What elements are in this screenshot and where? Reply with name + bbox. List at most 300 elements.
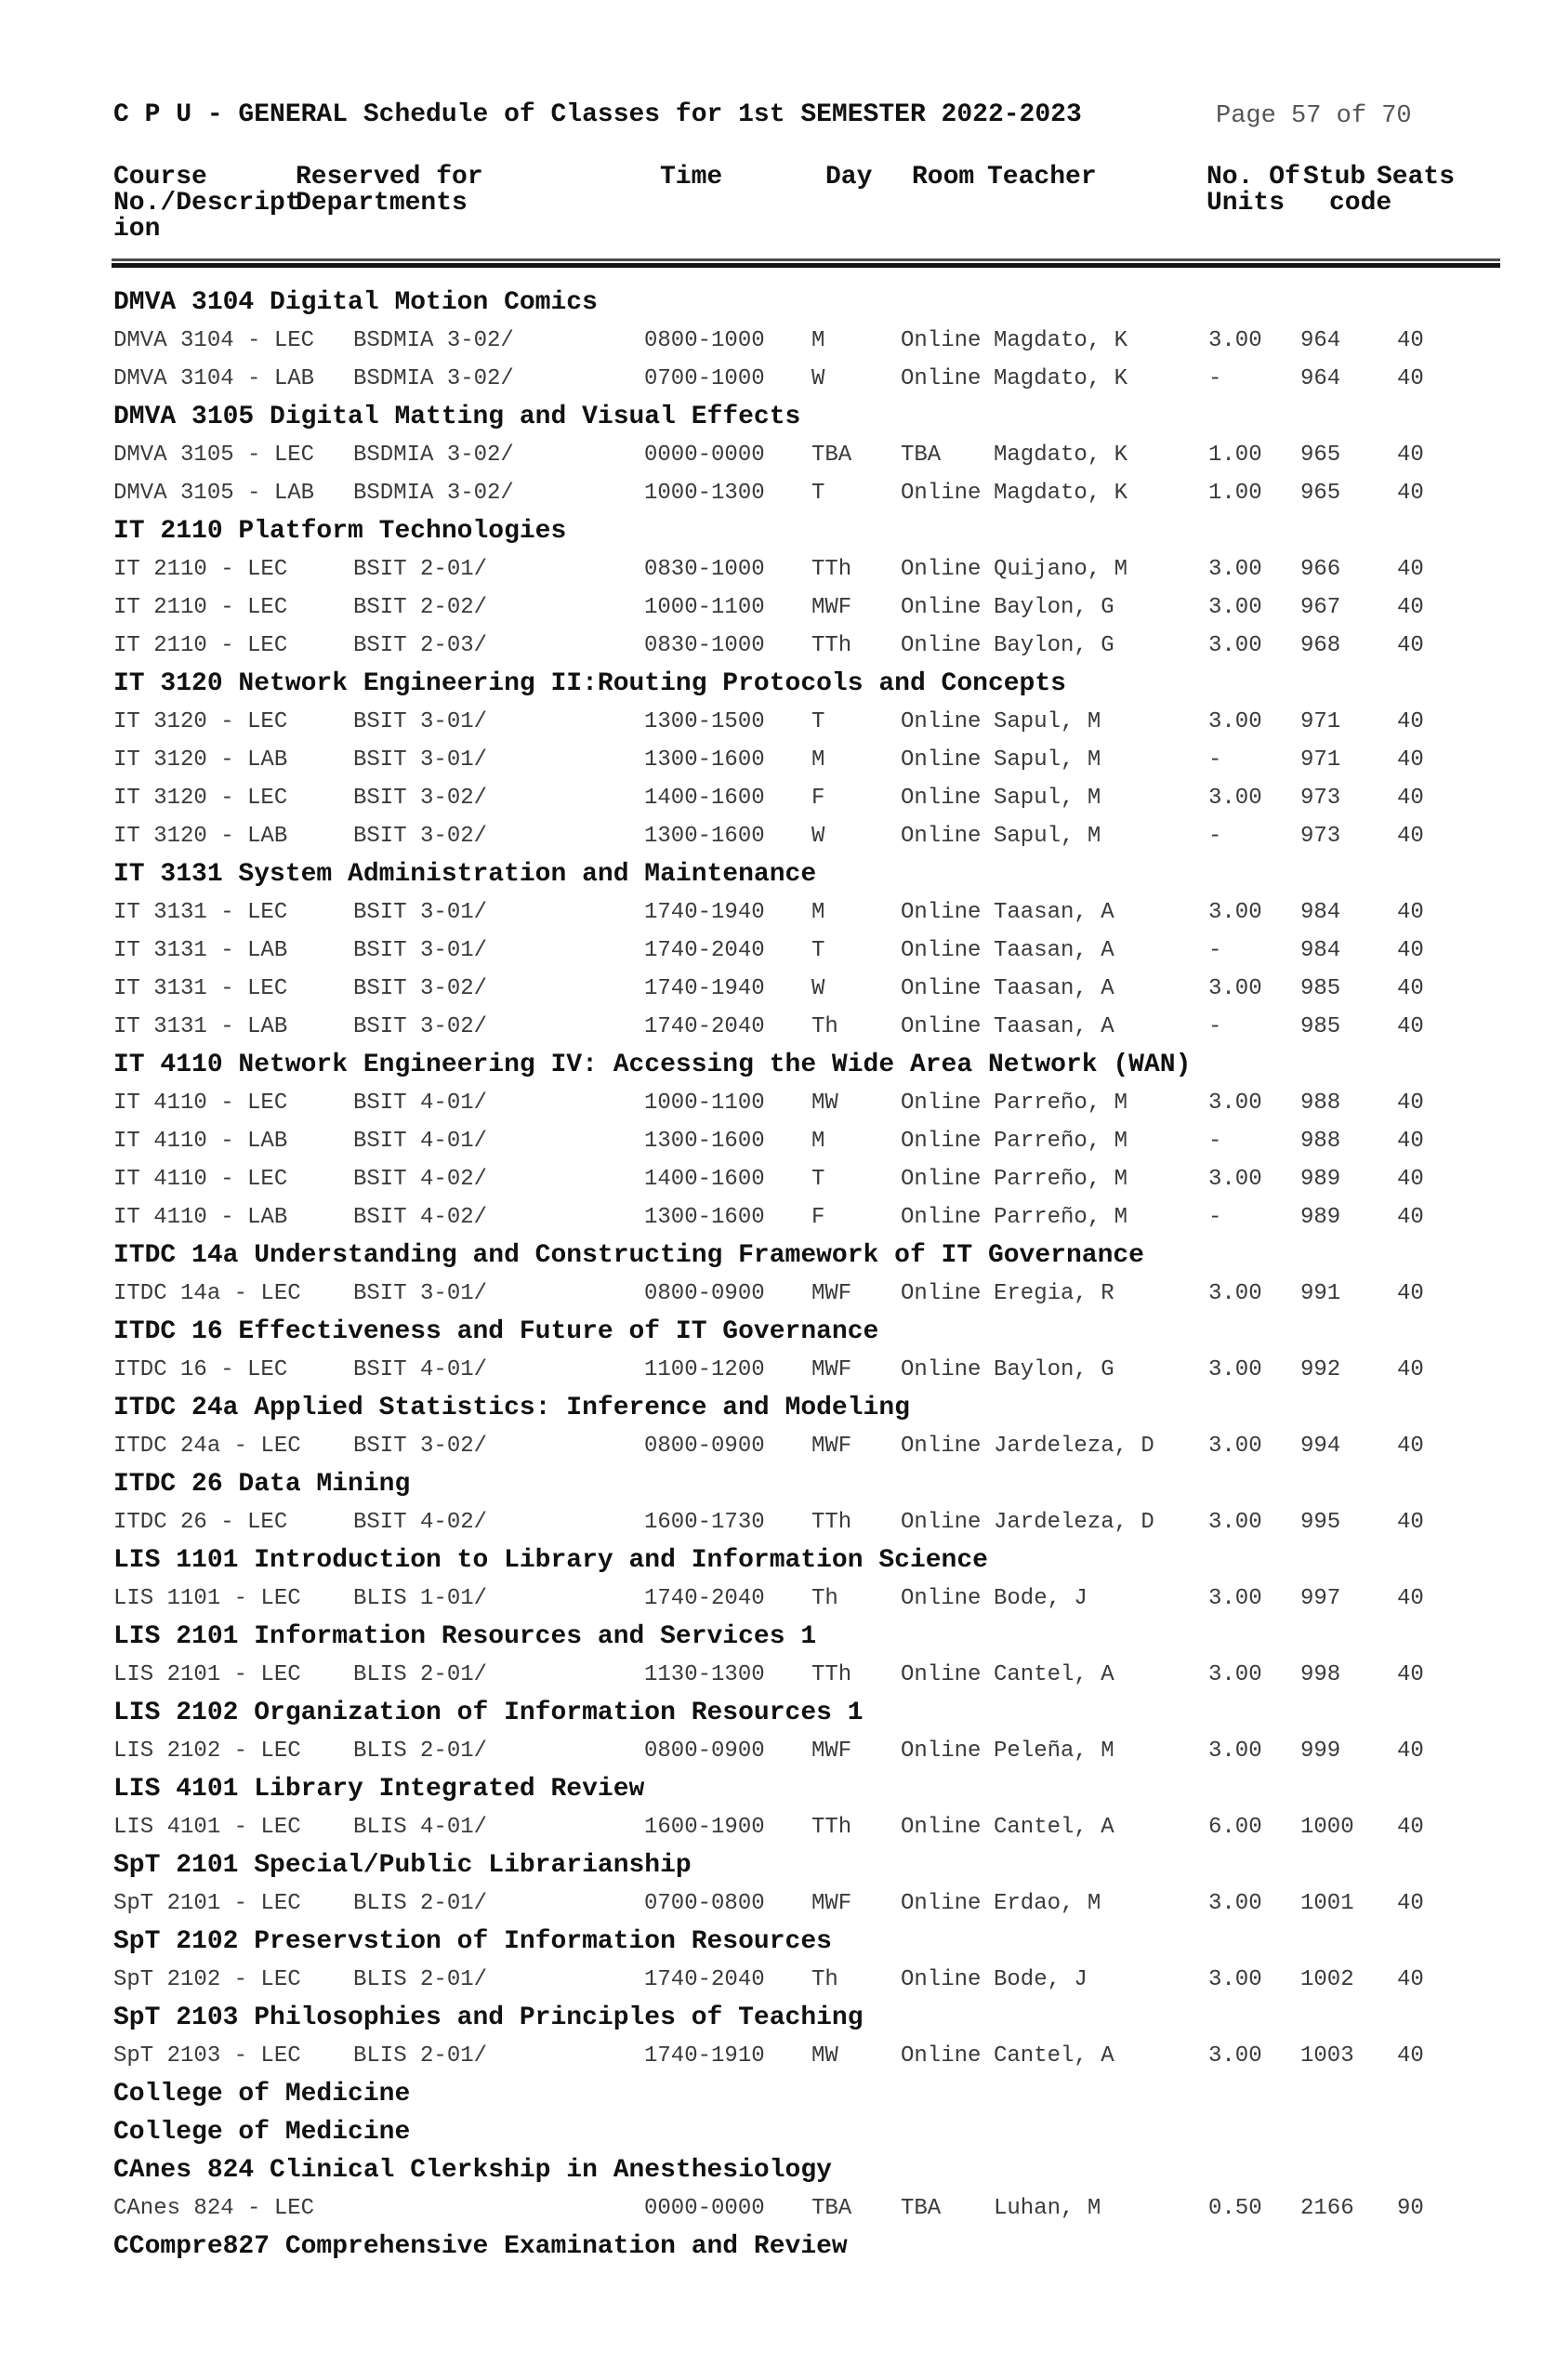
cell-course-no: CAnes 824 - LEC <box>113 2196 315 2221</box>
cell-day: MW <box>811 1091 838 1116</box>
cell-reserved-for: BSIT 4-01/ <box>353 1091 488 1116</box>
course-section-title <box>0 665 1556 703</box>
header-rule <box>112 258 1500 268</box>
cell-room: Online <box>901 557 982 582</box>
cell-stub-code: 988 <box>1300 1091 1341 1116</box>
cell-reserved-for: BSDMIA 3-02/ <box>353 443 514 468</box>
cell-time: 0000-0000 <box>644 2196 765 2221</box>
cell-time: 1740-1940 <box>644 976 765 1001</box>
cell-reserved-for: BLIS 2-01/ <box>353 1739 488 1764</box>
course-section-title <box>0 1046 1556 1084</box>
col-header-course-line1: Course <box>113 163 207 192</box>
cell-teacher: Eregia, R <box>994 1281 1114 1306</box>
course-section-title <box>0 1313 1556 1351</box>
cell-time: 0000-0000 <box>644 443 765 468</box>
cell-day: TTh <box>811 1662 852 1687</box>
cell-course-no: LIS 1101 - LEC <box>113 1586 301 1611</box>
course-section-title <box>0 1618 1556 1656</box>
cell-room: Online <box>901 1357 982 1382</box>
cell-day: T <box>811 709 825 734</box>
section-title-text: College of Medicine <box>113 2080 411 2109</box>
schedule-row <box>0 1961 1556 1999</box>
cell-units: 3.00 <box>1208 328 1262 353</box>
cell-units: 3.00 <box>1208 1967 1262 1992</box>
cell-room: Online <box>901 900 982 925</box>
cell-time: 1740-2040 <box>644 938 765 963</box>
cell-reserved-for: BSIT 3-01/ <box>353 938 488 963</box>
course-section-title <box>0 1999 1556 2037</box>
cell-room: Online <box>901 1129 982 1154</box>
schedule-row <box>0 1503 1556 1541</box>
cell-seats: 40 <box>1397 900 1424 925</box>
cell-units: 3.00 <box>1208 1739 1262 1764</box>
cell-reserved-for: BSIT 3-02/ <box>353 976 488 1001</box>
cell-day: MWF <box>811 1891 852 1916</box>
cell-teacher: Sapul, M <box>994 747 1101 773</box>
schedule-row <box>0 550 1556 588</box>
cell-course-no: IT 3120 - LAB <box>113 824 288 849</box>
cell-room: TBA <box>901 2196 942 2221</box>
cell-room: Online <box>901 2043 982 2069</box>
schedule-row <box>0 970 1556 1008</box>
cell-room: Online <box>901 1167 982 1192</box>
cell-day: F <box>811 786 825 811</box>
cell-time: 0800-0900 <box>644 1281 765 1306</box>
section-title-text: CCompre827 Comprehensive Examination and Review <box>113 2232 848 2261</box>
cell-seats: 40 <box>1397 747 1424 773</box>
cell-reserved-for: BLIS 1-01/ <box>353 1586 488 1611</box>
col-header-units-line1: No. Of <box>1207 163 1300 192</box>
cell-reserved-for: BSIT 3-02/ <box>353 1434 488 1459</box>
cell-units: 3.00 <box>1208 900 1262 925</box>
course-section-title <box>0 1236 1556 1275</box>
cell-time: 1400-1600 <box>644 1167 765 1192</box>
schedule-row <box>0 1808 1556 1846</box>
cell-room: Online <box>901 366 982 391</box>
cell-units: 3.00 <box>1208 976 1262 1001</box>
cell-reserved-for: BSIT 3-02/ <box>353 786 488 811</box>
course-section-title <box>0 512 1556 550</box>
cell-seats: 40 <box>1397 938 1424 963</box>
cell-seats: 40 <box>1397 1129 1424 1154</box>
col-header-stub-line2: code <box>1329 189 1392 218</box>
cell-teacher: Sapul, M <box>994 709 1101 734</box>
schedule-row <box>0 1275 1556 1313</box>
cell-stub-code: 1001 <box>1300 1891 1354 1916</box>
cell-day: Th <box>811 1014 838 1039</box>
cell-day: M <box>811 1129 825 1154</box>
cell-stub-code: 1003 <box>1300 2043 1354 2069</box>
cell-stub-code: 964 <box>1300 328 1341 353</box>
cell-units: 3.00 <box>1208 1091 1262 1116</box>
schedule-row <box>0 1427 1556 1465</box>
cell-teacher: Cantel, A <box>994 2043 1114 2069</box>
cell-course-no: IT 3131 - LAB <box>113 938 288 963</box>
cell-units: 3.00 <box>1208 557 1262 582</box>
section-title-text: DMVA 3105 Digital Matting and Visual Effects <box>113 403 801 431</box>
schedule-row <box>0 1008 1556 1046</box>
cell-seats: 40 <box>1397 481 1424 506</box>
cell-room: TBA <box>901 443 942 468</box>
cell-units: 3.00 <box>1208 1357 1262 1382</box>
cell-time: 0700-1000 <box>644 366 765 391</box>
schedule-row <box>0 1884 1556 1923</box>
section-title-text: LIS 1101 Introduction to Library and Information Science <box>113 1546 988 1575</box>
cell-stub-code: 994 <box>1300 1434 1341 1459</box>
cell-day: TBA <box>811 2196 852 2221</box>
cell-stub-code: 964 <box>1300 366 1341 391</box>
cell-units: 3.00 <box>1208 1662 1262 1687</box>
cell-units: 3.00 <box>1208 1281 1262 1306</box>
course-section-title <box>0 398 1556 436</box>
cell-stub-code: 988 <box>1300 1129 1341 1154</box>
cell-room: Online <box>901 1967 982 1992</box>
cell-units: - <box>1208 1014 1222 1039</box>
cell-room: Online <box>901 1091 982 1116</box>
cell-day: MWF <box>811 595 852 620</box>
cell-time: 0700-0800 <box>644 1891 765 1916</box>
cell-reserved-for: BSIT 4-02/ <box>353 1167 488 1192</box>
course-section-title <box>0 1465 1556 1503</box>
cell-time: 1740-2040 <box>644 1014 765 1039</box>
cell-course-no: IT 3120 - LEC <box>113 786 288 811</box>
cell-reserved-for: BSIT 4-02/ <box>353 1205 488 1230</box>
cell-stub-code: 991 <box>1300 1281 1341 1306</box>
cell-seats: 40 <box>1397 824 1424 849</box>
cell-course-no: IT 3131 - LAB <box>113 1014 288 1039</box>
cell-day: TBA <box>811 443 852 468</box>
cell-teacher: Quijano, M <box>994 557 1128 582</box>
cell-teacher: Baylon, G <box>994 595 1114 620</box>
cell-stub-code: 971 <box>1300 709 1341 734</box>
cell-time: 1740-2040 <box>644 1967 765 1992</box>
cell-seats: 40 <box>1397 1205 1424 1230</box>
cell-room: Online <box>901 1891 982 1916</box>
col-header-stub-line1: Stub <box>1303 163 1366 192</box>
schedule-row <box>0 2037 1556 2075</box>
cell-course-no: LIS 4101 - LEC <box>113 1815 301 1840</box>
cell-seats: 40 <box>1397 328 1424 353</box>
cell-units: 3.00 <box>1208 1167 1262 1192</box>
cell-reserved-for: BSIT 4-02/ <box>353 1510 488 1535</box>
cell-day: T <box>811 481 825 506</box>
cell-room: Online <box>901 595 982 620</box>
cell-day: W <box>811 824 825 849</box>
cell-teacher: Magdato, K <box>994 366 1128 391</box>
cell-reserved-for: BSIT 3-01/ <box>353 1281 488 1306</box>
cell-day: F <box>811 1205 825 1230</box>
cell-course-no: SpT 2102 - LEC <box>113 1967 301 1992</box>
page-indicator: Page 57 of 70 <box>1216 102 1412 130</box>
section-title-text: LIS 4101 Library Integrated Review <box>113 1775 645 1804</box>
cell-seats: 40 <box>1397 1014 1424 1039</box>
cell-room: Online <box>901 824 982 849</box>
cell-room: Online <box>901 1586 982 1611</box>
cell-course-no: IT 2110 - LEC <box>113 557 288 582</box>
schedule-row <box>0 2189 1556 2228</box>
cell-reserved-for: BSIT 3-02/ <box>353 1014 488 1039</box>
cell-units: - <box>1208 1129 1222 1154</box>
cell-time: 1000-1100 <box>644 1091 765 1116</box>
cell-day: MW <box>811 2043 838 2069</box>
cell-units: 3.00 <box>1208 1891 1262 1916</box>
cell-units: - <box>1208 938 1222 963</box>
cell-room: Online <box>901 1510 982 1535</box>
cell-teacher: Jardeleza, D <box>994 1434 1154 1459</box>
cell-seats: 40 <box>1397 1739 1424 1764</box>
section-title-text: DMVA 3104 Digital Motion Comics <box>113 288 598 317</box>
cell-units: - <box>1208 1205 1222 1230</box>
course-section-title <box>0 2151 1556 2189</box>
cell-room: Online <box>901 786 982 811</box>
course-section-title <box>0 1389 1556 1427</box>
cell-day: T <box>811 1167 825 1192</box>
cell-course-no: SpT 2101 - LEC <box>113 1891 301 1916</box>
cell-teacher: Peleña, M <box>994 1739 1114 1764</box>
cell-units: 3.00 <box>1208 1434 1262 1459</box>
cell-course-no: IT 2110 - LEC <box>113 595 288 620</box>
cell-teacher: Sapul, M <box>994 824 1101 849</box>
col-header-course-line2: No./Descript <box>113 189 301 218</box>
cell-course-no: LIS 2101 - LEC <box>113 1662 301 1687</box>
cell-units: - <box>1208 824 1222 849</box>
cell-stub-code: 971 <box>1300 747 1341 773</box>
cell-time: 0830-1000 <box>644 557 765 582</box>
cell-room: Online <box>901 976 982 1001</box>
cell-room: Online <box>901 1815 982 1840</box>
schedule-row <box>0 1656 1556 1694</box>
cell-stub-code: 995 <box>1300 1510 1341 1535</box>
cell-teacher: Luhan, M <box>994 2196 1101 2221</box>
cell-teacher: Magdato, K <box>994 481 1128 506</box>
cell-time: 1300-1600 <box>644 1205 765 1230</box>
section-title-text: IT 2110 Platform Technologies <box>113 517 567 546</box>
course-section-title <box>0 1694 1556 1732</box>
cell-time: 1600-1730 <box>644 1510 765 1535</box>
cell-time: 0800-0900 <box>644 1739 765 1764</box>
course-section-title <box>0 2075 1556 2113</box>
cell-room: Online <box>901 633 982 658</box>
cell-units: 3.00 <box>1208 2043 1262 2069</box>
cell-reserved-for: BLIS 2-01/ <box>353 2043 488 2069</box>
cell-teacher: Cantel, A <box>994 1662 1114 1687</box>
cell-teacher: Taasan, A <box>994 1014 1114 1039</box>
cell-room: Online <box>901 1014 982 1039</box>
col-header-seats: Seats <box>1377 163 1456 192</box>
section-title-text: SpT 2101 Special/Public Librarianship <box>113 1851 692 1880</box>
cell-teacher: Taasan, A <box>994 938 1114 963</box>
section-title-text: LIS 2102 Organization of Information Resources 1 <box>113 1699 864 1727</box>
cell-seats: 40 <box>1397 1510 1424 1535</box>
cell-stub-code: 989 <box>1300 1205 1341 1230</box>
cell-stub-code: 984 <box>1300 938 1341 963</box>
cell-reserved-for: BSIT 2-03/ <box>353 633 488 658</box>
cell-stub-code: 973 <box>1300 786 1341 811</box>
cell-teacher: Erdao, M <box>994 1891 1101 1916</box>
cell-teacher: Baylon, G <box>994 1357 1114 1382</box>
cell-day: W <box>811 366 825 391</box>
cell-day: W <box>811 976 825 1001</box>
schedule-row <box>0 1084 1556 1122</box>
cell-time: 1300-1600 <box>644 747 765 773</box>
schedule-row <box>0 779 1556 817</box>
cell-stub-code: 999 <box>1300 1739 1341 1764</box>
col-header-room: Room <box>912 163 975 192</box>
cell-day: TTh <box>811 1510 852 1535</box>
cell-course-no: ITDC 16 - LEC <box>113 1357 288 1382</box>
cell-time: 1000-1100 <box>644 595 765 620</box>
cell-teacher: Jardeleza, D <box>994 1510 1154 1535</box>
col-header-day: Day <box>825 163 873 192</box>
cell-time: 0830-1000 <box>644 633 765 658</box>
cell-room: Online <box>901 1739 982 1764</box>
cell-stub-code: 985 <box>1300 1014 1341 1039</box>
cell-time: 0800-0900 <box>644 1434 765 1459</box>
cell-stub-code: 965 <box>1300 443 1341 468</box>
section-title-text: IT 3120 Network Engineering II:Routing Protocols and Concepts <box>113 669 1066 698</box>
cell-course-no: IT 3131 - LEC <box>113 976 288 1001</box>
schedule-row <box>0 1732 1556 1770</box>
cell-reserved-for: BSDMIA 3-02/ <box>353 366 514 391</box>
schedule-row <box>0 1160 1556 1198</box>
cell-course-no: DMVA 3104 - LAB <box>113 366 315 391</box>
cell-seats: 40 <box>1397 1434 1424 1459</box>
cell-seats: 40 <box>1397 595 1424 620</box>
schedule-row <box>0 1198 1556 1236</box>
cell-stub-code: 984 <box>1300 900 1341 925</box>
cell-teacher: Taasan, A <box>994 976 1114 1001</box>
cell-day: MWF <box>811 1281 852 1306</box>
cell-time: 1100-1200 <box>644 1357 765 1382</box>
cell-course-no: ITDC 26 - LEC <box>113 1510 288 1535</box>
section-title-text: IT 3131 System Administration and Maintenance <box>113 860 817 889</box>
schedule-row <box>0 1122 1556 1160</box>
cell-teacher: Parreño, M <box>994 1205 1128 1230</box>
cell-units: - <box>1208 366 1222 391</box>
cell-teacher: Bode, J <box>994 1586 1088 1611</box>
cell-course-no: ITDC 24a - LEC <box>113 1434 301 1459</box>
cell-units: 3.00 <box>1208 1586 1262 1611</box>
course-section-title <box>0 855 1556 893</box>
cell-seats: 40 <box>1397 2043 1424 2069</box>
cell-reserved-for: BSDMIA 3-02/ <box>353 481 514 506</box>
cell-stub-code: 998 <box>1300 1662 1341 1687</box>
cell-time: 1300-1500 <box>644 709 765 734</box>
section-title-text: LIS 2101 Information Resources and Services 1 <box>113 1622 817 1651</box>
cell-reserved-for: BSIT 3-01/ <box>353 709 488 734</box>
cell-day: TTh <box>811 557 852 582</box>
cell-units: 0.50 <box>1208 2196 1262 2221</box>
cell-course-no: LIS 2102 - LEC <box>113 1739 301 1764</box>
cell-day: Th <box>811 1586 838 1611</box>
course-section-title <box>0 2113 1556 2151</box>
schedule-row <box>0 588 1556 627</box>
cell-teacher: Cantel, A <box>994 1815 1114 1840</box>
cell-course-no: DMVA 3105 - LAB <box>113 481 315 506</box>
cell-seats: 40 <box>1397 366 1424 391</box>
section-title-text: College of Medicine <box>113 2118 411 2147</box>
cell-teacher: Baylon, G <box>994 633 1114 658</box>
cell-reserved-for: BSDMIA 3-02/ <box>353 328 514 353</box>
page-title: C P U - GENERAL Schedule of Classes for 1st SEMESTER 2022-2023 <box>113 100 1082 129</box>
cell-seats: 40 <box>1397 1281 1424 1306</box>
col-header-teacher: Teacher <box>987 163 1097 192</box>
section-title-text: ITDC 14a Understanding and Constructing Framework of IT Governance <box>113 1241 1144 1270</box>
cell-teacher: Taasan, A <box>994 900 1114 925</box>
cell-units: 3.00 <box>1208 633 1262 658</box>
section-title-text: SpT 2102 Preservstion of Information Resources <box>113 1927 832 1956</box>
cell-stub-code: 966 <box>1300 557 1341 582</box>
cell-day: M <box>811 328 825 353</box>
cell-day: Th <box>811 1967 838 1992</box>
cell-seats: 40 <box>1397 633 1424 658</box>
schedule-row <box>0 932 1556 970</box>
cell-seats: 40 <box>1397 1091 1424 1116</box>
cell-seats: 40 <box>1397 976 1424 1001</box>
schedule-row <box>0 627 1556 665</box>
cell-units: 3.00 <box>1208 786 1262 811</box>
cell-time: 1000-1300 <box>644 481 765 506</box>
cell-seats: 40 <box>1397 1891 1424 1916</box>
cell-seats: 40 <box>1397 1967 1424 1992</box>
cell-stub-code: 992 <box>1300 1357 1341 1382</box>
cell-seats: 40 <box>1397 709 1424 734</box>
schedule-row <box>0 703 1556 741</box>
cell-day: M <box>811 747 825 773</box>
cell-teacher: Parreño, M <box>994 1129 1128 1154</box>
cell-seats: 40 <box>1397 557 1424 582</box>
cell-stub-code: 989 <box>1300 1167 1341 1192</box>
cell-room: Online <box>901 1662 982 1687</box>
cell-room: Online <box>901 1434 982 1459</box>
cell-stub-code: 973 <box>1300 824 1341 849</box>
cell-room: Online <box>901 938 982 963</box>
schedule-row <box>0 741 1556 779</box>
section-title-text: ITDC 26 Data Mining <box>113 1470 411 1499</box>
course-section-title <box>0 2228 1556 2266</box>
cell-course-no: IT 4110 - LEC <box>113 1091 288 1116</box>
cell-day: MWF <box>811 1434 852 1459</box>
cell-reserved-for: BSIT 4-01/ <box>353 1129 488 1154</box>
cell-time: 1740-1910 <box>644 2043 765 2069</box>
cell-course-no: DMVA 3105 - LEC <box>113 443 315 468</box>
cell-stub-code: 965 <box>1300 481 1341 506</box>
cell-course-no: DMVA 3104 - LEC <box>113 328 315 353</box>
cell-day: T <box>811 938 825 963</box>
cell-day: MWF <box>811 1739 852 1764</box>
cell-course-no: IT 4110 - LAB <box>113 1129 288 1154</box>
cell-units: 3.00 <box>1208 709 1262 734</box>
schedule-row <box>0 322 1556 360</box>
cell-time: 1740-1940 <box>644 900 765 925</box>
cell-teacher: Parreño, M <box>994 1091 1128 1116</box>
cell-teacher: Bode, J <box>994 1967 1088 1992</box>
section-title-text: SpT 2103 Philosophies and Principles of Teaching <box>113 2003 864 2032</box>
cell-course-no: IT 2110 - LEC <box>113 633 288 658</box>
cell-room: Online <box>901 1205 982 1230</box>
cell-units: 6.00 <box>1208 1815 1262 1840</box>
cell-seats: 40 <box>1397 1815 1424 1840</box>
col-header-units-line2: Units <box>1207 189 1286 218</box>
cell-stub-code: 1000 <box>1300 1815 1354 1840</box>
cell-reserved-for: BSIT 4-01/ <box>353 1357 488 1382</box>
cell-room: Online <box>901 328 982 353</box>
cell-day: MWF <box>811 1357 852 1382</box>
cell-stub-code: 997 <box>1300 1586 1341 1611</box>
cell-time: 1600-1900 <box>644 1815 765 1840</box>
course-section-title <box>0 1846 1556 1884</box>
col-header-reserved-line1: Reserved for <box>296 163 483 192</box>
